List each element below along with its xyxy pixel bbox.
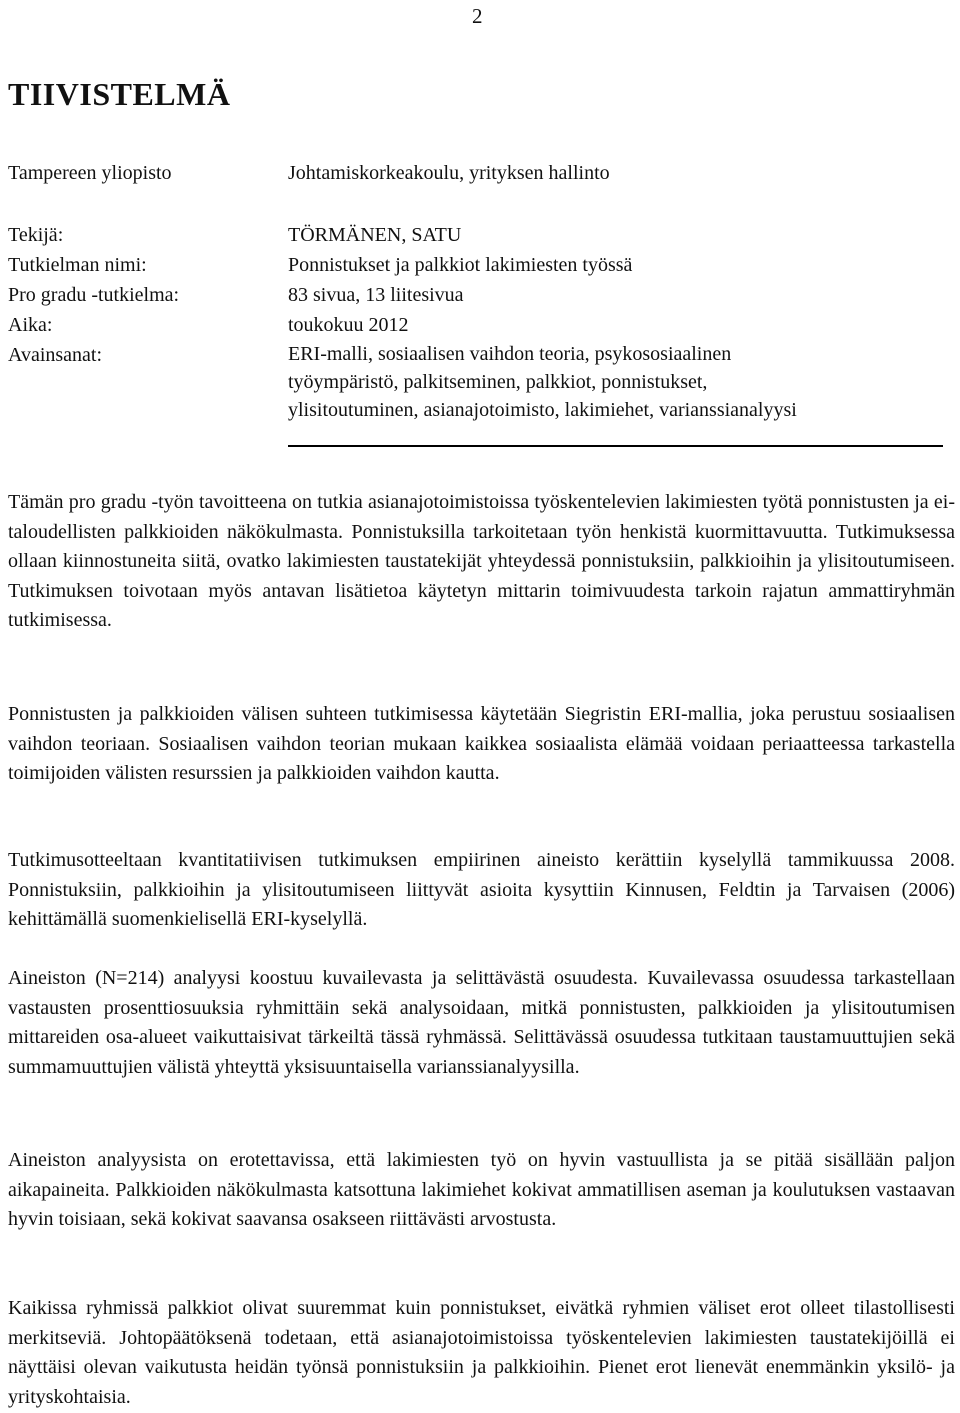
meta-value: TÖRMÄNEN, SATU (288, 224, 462, 246)
page-title: TIIVISTELMÄ (8, 76, 231, 112)
faculty-value: Johtamiskorkeakoulu, yrityksen hallinto (288, 162, 610, 184)
header-row (8, 158, 610, 188)
abstract-paragraph: Tutkimusotteeltaan kvantitatiivisen tutkimuksen empiirinen aineisto kerättiin kyselyllä tammikuussa 2008. Ponnistuksiin, palkkioihin ja ylisitoutumiseen liittyvät asioita kysyttiin Kinnusen, Feldtin ja Tarvaisen (2006) kehittämällä suomenkielisellä ERI-kyselyllä. (8, 849, 955, 930)
keywords-line: työympäristö, palkitseminen, palkkiot, ponnistukset, (288, 371, 708, 393)
meta-value: toukokuu 2012 (288, 314, 409, 336)
meta-row-keywords (8, 340, 288, 370)
meta-label: Pro gradu -tutkielma: (8, 284, 180, 306)
abstract-paragraph: Tämän pro gradu -työn tavoitteena on tutkia asianajotoimistoissa työskentelevien lakimiesten työtä ponnistusten ja ei-taloudellisten palkkioiden näkökulmasta. Ponnistuksilla tarkoitetaan työn henkistä kuormittavuutta. Tutkimuksessa ollaan kiinnostuneita siitä, ovatko lakimiesten taustatekijät yhteydessä ponnistuksiin, palkkioihin ja ylisitoutumiseen. Tutkimuksen toivotaan myös antavan lisätietoa käytetyn mittarin toimivuudesta tarkoin rajatun ammattiryhmän tutkimisessa. (8, 491, 955, 631)
page-number: 2 (472, 4, 483, 28)
abstract-paragraph: Kaikissa ryhmissä palkkiot olivat suuremmat kuin ponnistukset, eivätkä ryhmien väliset erot olleet tilastollisesti merkitseviä. Johtopäätöksenä todetaan, että asianajotoimistoissa työskentelevien lakimiesten taustatekijöillä ei näyttäisi olevan vaikutusta heidän työnsä ponnistuksiin ja palkkioihin. Pienet erot lienevät enemmänkin yksilö- ja yrityskohtaisia. (8, 1297, 955, 1408)
meta-row-thesis-title (8, 250, 632, 280)
keywords-label: Avainsanat: (8, 344, 103, 366)
meta-label: Aika: (8, 314, 53, 336)
meta-value: 83 sivua, 13 liitesivua (288, 284, 464, 306)
meta-label: Tutkielman nimi: (8, 254, 147, 276)
meta-row-date (8, 310, 409, 340)
meta-row-pages (8, 280, 464, 310)
keywords-line: ERI-malli, sosiaalisen vaihdon teoria, psykososiaalinen (288, 343, 732, 365)
abstract-paragraph: Aineiston analyysista on erotettavissa, että lakimiesten työ on hyvin vastuullista ja se pitää sisällään paljon aikapaineita. Palkkioiden näkökulmasta katsottuna lakimiehet kokivat ammatillisen aseman ja koulutuksen vastaavan hyvin toisiaan, sekä kokivat saavansa osakseen riittävästi arvostusta. (8, 1149, 955, 1230)
abstract-paragraph: Aineiston (N=214) analyysi koostuu kuvailevasta ja selittävästä osuudesta. Kuvailevassa osuudessa tarkastellaan vastausten prosenttiosuuksia ryhmittäin sekä analysoidaan, mitkä ponnistusten, palkkioiden ja ylisitoutumisen mittareiden osa-alueet vaikuttaisivat tärkeiltä tässä ryhmässä. Selittävässä osuudessa tutkitaan taustamuuttujien sekä summamuuttujien välistä yhteyttä yksisuuntaisella varianssianalyysilla. (8, 967, 955, 1078)
institution-label: Tampereen yliopisto (8, 162, 172, 184)
keywords-list (288, 340, 948, 424)
meta-value: Ponnistukset ja palkkiot lakimiesten työssä (288, 254, 633, 276)
divider (288, 445, 943, 447)
keywords-line: ylisitoutuminen, asianajotoimisto, lakimiehet, varianssianalyysi (288, 399, 797, 421)
meta-row-author (8, 220, 461, 250)
abstract-paragraph: Ponnistusten ja palkkioiden välisen suhteen tutkimisessa käytetään Siegristin ERI-mallia, joka perustuu sosiaalisen vaihdon teoriaan. Sosiaalisen vaihdon teorian mukaan kaikkea sosiaalista elämää voidaan periaatteessa tarkastella toimijoiden välisten resurssien ja palkkioiden vaihdon kautta. (8, 703, 955, 784)
meta-label: Tekijä: (8, 224, 64, 246)
